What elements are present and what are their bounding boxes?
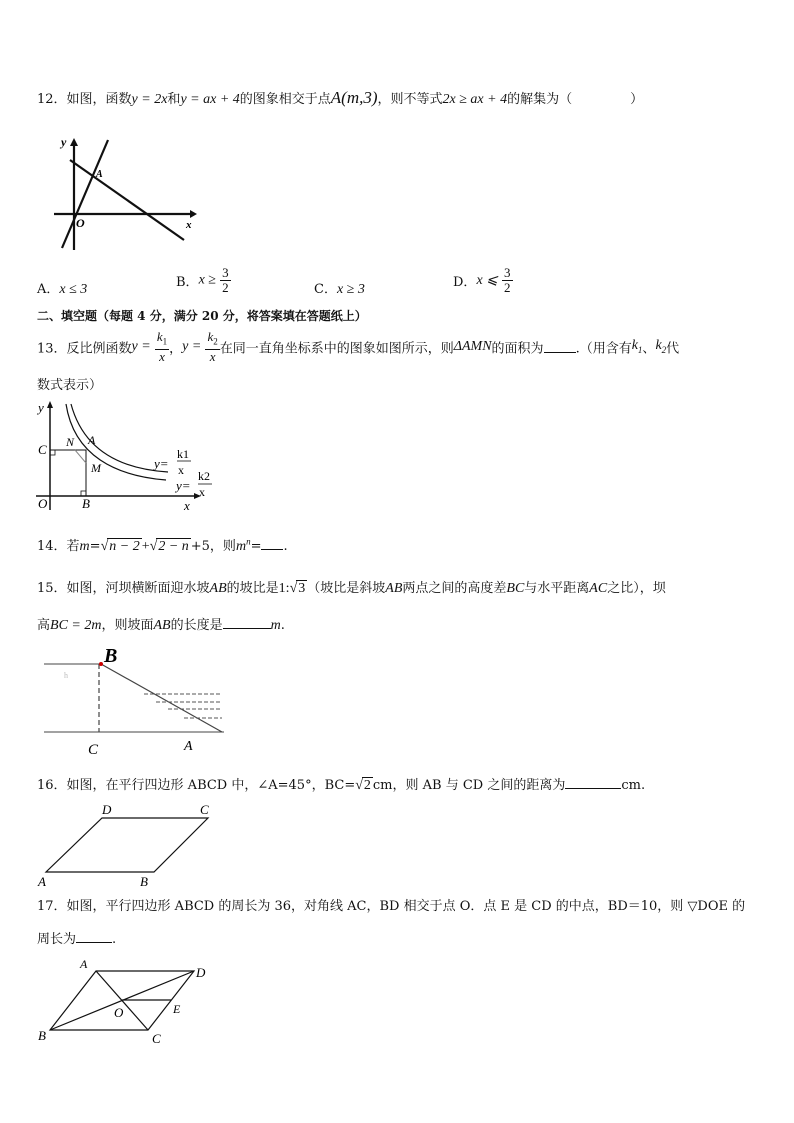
q13-b-label: B <box>82 496 90 511</box>
q15-b-label: B <box>104 645 118 667</box>
q17-answer-blank[interactable] <box>76 930 112 943</box>
q17-a-label: A <box>80 957 88 971</box>
q13-curve2-eq: y= <box>176 478 191 493</box>
q13-curve1-x: x <box>178 463 184 477</box>
q14-answer-blank[interactable] <box>261 537 283 550</box>
q13-stem-line2: 数式表示） <box>37 378 103 393</box>
q13-curve2-x: x <box>199 485 205 499</box>
q13-answer-blank[interactable] <box>544 340 576 353</box>
q12-option-d[interactable]: D．x ⩽ $\frac{3}{2}$ <box>453 265 511 295</box>
q12-option-b[interactable]: B．x ≥ $\frac{3}{2}$ <box>176 265 229 295</box>
q16-stem: 16．如图，在平行四边形 ABCD 中，∠A=45°，BC=√2 cm，则 AB 与 CD 之间的距离为 cm. <box>37 778 646 793</box>
q13-x-label: x <box>184 498 190 513</box>
q13-y-label: y <box>38 400 44 415</box>
q17-b-label: B <box>38 1028 46 1043</box>
q16-b-label: B <box>140 874 148 889</box>
q12-origin-label: O <box>76 216 85 230</box>
q13-figure <box>36 400 216 515</box>
q16-d-label: D <box>102 802 112 817</box>
q17-figure <box>36 955 226 1050</box>
q12-y-label: y <box>61 135 67 149</box>
q16-figure <box>36 800 226 890</box>
q17-e-label: E <box>173 1002 181 1016</box>
q17-d-label: D <box>196 965 206 980</box>
q13-n-label: N <box>66 435 75 449</box>
q13-curve1-eq: y= <box>154 456 169 471</box>
q13-stem: 13．反比例函数y = $\frac{k_1}{x}$ ，y = $\frac{k_2}{x}$ 在同一直角坐标系中的图象如图所示，则ΔAMN的面积为 .（用含有$k_1$、$k_2$代 <box>37 329 680 364</box>
q12-stem: 12．如图，函数y = 2x和y = ax + 4的图象相交于点A(m,3)，则不等式2x ≥ ax + 4的解集为（ ） <box>37 88 644 107</box>
q12-option-b-fraction: $\frac{3}{2}$ <box>222 265 229 295</box>
q15-c-label: C <box>88 742 99 758</box>
q16-answer-blank[interactable] <box>565 776 621 789</box>
q12-x-label: x <box>186 219 192 231</box>
q15-answer-blank[interactable] <box>223 616 271 629</box>
q15-faint-label: h <box>64 671 68 680</box>
section-fill-in-heading: 二、填空题（每题 4 分，满分 20 分，将答案填在答题纸上） <box>37 309 367 323</box>
q16-c-label: C <box>200 802 209 817</box>
q13-m-label: M <box>91 461 101 475</box>
q13-c-label: C <box>38 442 47 457</box>
q12-point-a-label: A <box>96 169 103 180</box>
q15-figure <box>44 642 234 757</box>
q15-a-label: A <box>184 739 193 754</box>
q12-option-c[interactable]: C．x ≥ 3 <box>314 282 365 297</box>
q13-curve1-k1: k1 <box>177 447 189 461</box>
q17-stem-line2: 周长为 . <box>37 932 117 947</box>
q14-stem: 14．若m=√n − 2 +√2 − n +5，则$m^n=$ . <box>37 536 288 554</box>
q17-o-label: O <box>114 1005 124 1020</box>
q13-a-label: A <box>88 433 96 447</box>
q12-option-a[interactable]: A．x ≤ 3 <box>37 282 88 297</box>
q12-option-d-fraction: $\frac{3}{2}$ <box>504 265 511 295</box>
q13-k1-fraction: $\frac{k_1}{x}$ <box>156 329 168 364</box>
q13-origin-label: O <box>38 496 48 511</box>
q17-stem: 17．如图，平行四边形 ABCD 的周长为 36，对角线 AC，BD 相交于点 O．点 E 是 CD 的中点，BD＝10，则 ▽DOE 的 <box>37 899 746 914</box>
q12-figure <box>50 130 200 255</box>
q13-curve2-k2: k2 <box>198 469 210 483</box>
q13-k2-fraction: $\frac{k_2}{x}$ <box>207 329 218 364</box>
q17-c-label: C <box>152 1031 161 1046</box>
q15-stem-line2: 高BC = 2m，则坡面AB的长度是 m. <box>37 618 285 633</box>
q15-stem: 15．如图，河坝横断面迎水坡AB的坡比是1:√3 （坡比是斜坡AB两点之间的高度差BC与水平距离AC之比），坝 <box>37 581 666 596</box>
q16-a-label: A <box>38 874 46 889</box>
